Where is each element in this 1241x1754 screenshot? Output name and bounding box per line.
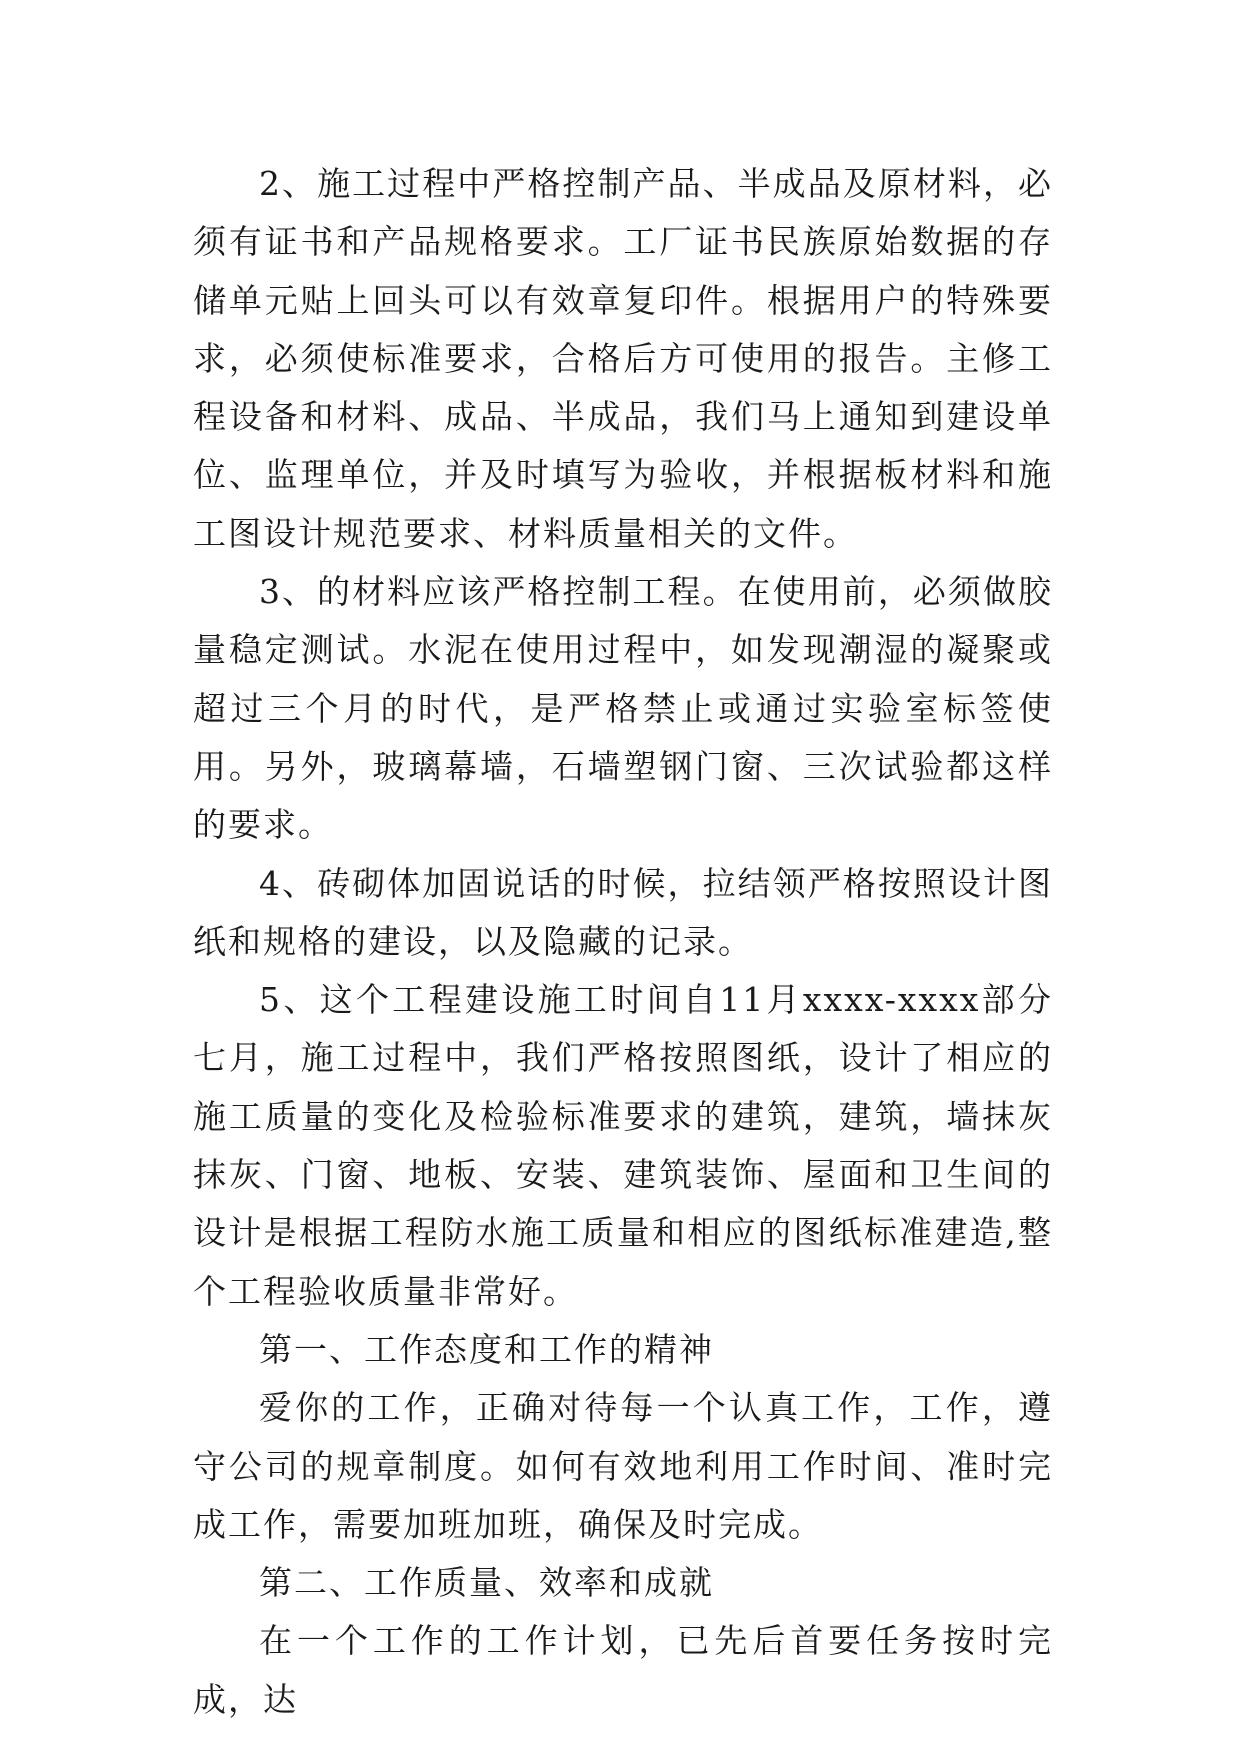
- paragraph-item-4: 4、砖砌体加固说话的时候，拉结领严格按照设计图纸和规格的建设，以及隐藏的记录。: [193, 863, 1053, 961]
- paragraph-work-quality: 在一个工作的工作计划，已先后首要任务按时完成，达: [193, 1621, 1053, 1719]
- document-body: [193, 155, 1053, 1729]
- section-heading-work-quality: 第二、工作质量、效率和成就: [259, 1563, 714, 1603]
- paragraph-item-2: 2、施工过程中严格控制产品、半成品及原材料，必须有证书和产品规格要求。工厂证书民族原始数据的存储单元贴上回头可以有效章复印件。根据用户的特殊要求，必须使标准要求，合格后方可使用的报告。主修工程设备和材料、成品、半成品，我们马上通知到建设单位、监理单位，并及时填写为验收，并根据板材料和施工图设计规范要求、材料质量相关的文件。: [193, 164, 1053, 553]
- paragraph-item-3: 3、的材料应该严格控制工程。在使用前，必须做胶量稳定测试。水泥在使用过程中，如发现潮湿的凝聚或超过三个月的时代，是严格禁止或通过实验室标签使用。另外，玻璃幕墙，石墙塑钢门窗、三次试验都这样的要求。: [193, 572, 1053, 845]
- paragraph-item-5: 5、这个工程建设施工时间自11月xxxx-xxxx部分七月，施工过程中，我们严格按照图纸，设计了相应的施工质量的变化及检验标准要求的建筑，建筑，墙抹灰抹灰、门窗、地板、安装、建筑装饰、屋面和卫生间的设计是根据工程防水施工质量和相应的图纸标准建造,整个工程验收质量非常好。: [193, 980, 1053, 1311]
- paragraph-work-attitude: 爱你的工作，正确对待每一个认真工作，工作，遵守公司的规章制度。如何有效地利用工作时间、准时完成工作，需要加班加班，确保及时完成。: [193, 1388, 1053, 1544]
- section-heading-work-attitude: 第一、工作态度和工作的精神: [259, 1329, 714, 1369]
